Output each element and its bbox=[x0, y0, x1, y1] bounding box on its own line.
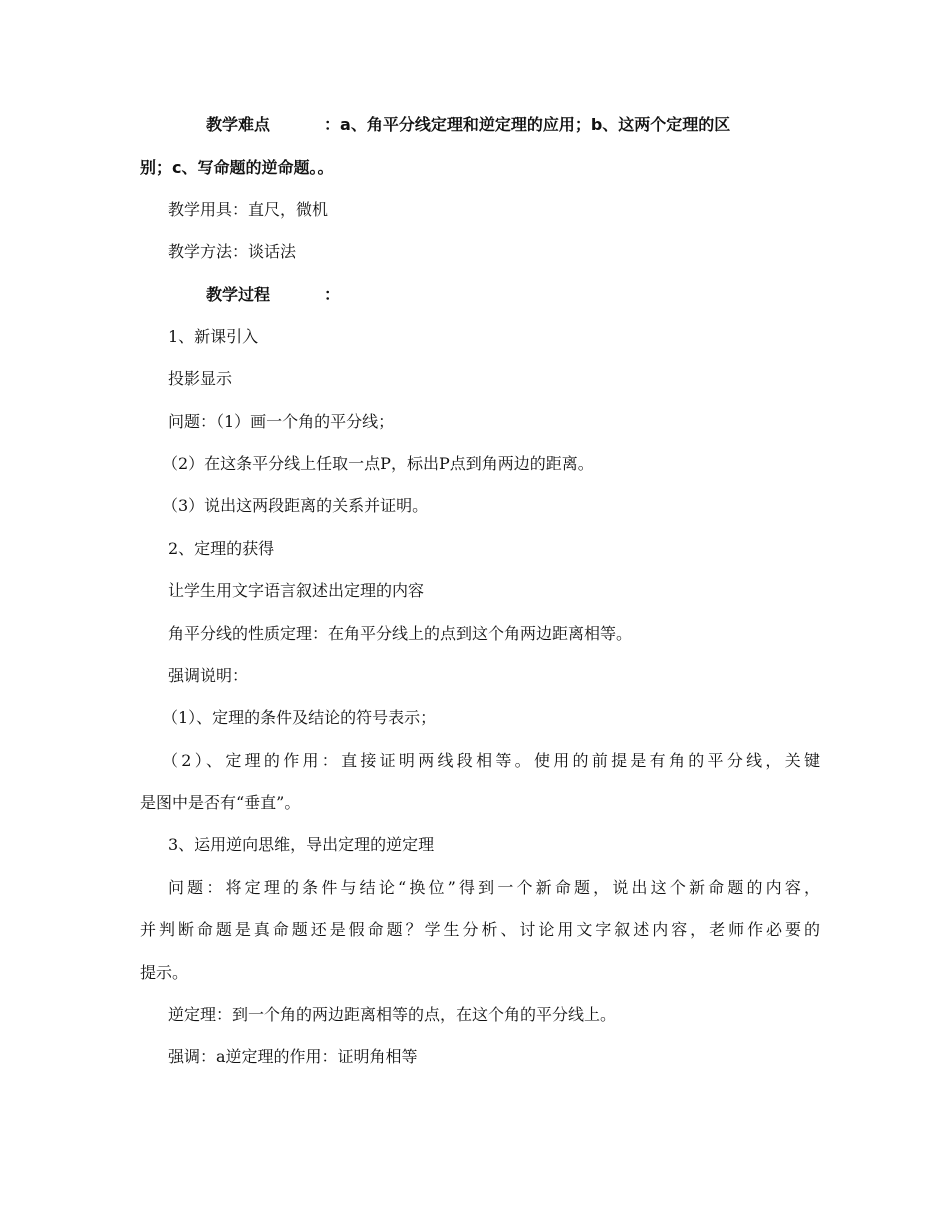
section-3-question: 问题：将定理的条件与结论“换位”得到一个新命题，说出这个新命题的内容， bbox=[168, 878, 820, 897]
section-2-paragraph: 让学生用文字语言叙述出定理的内容 bbox=[168, 581, 425, 600]
section-3-question-continuation: 并判断命题是真命题还是假命题？学生分析、讨论用文字叙述内容，老师作必要的 bbox=[140, 920, 820, 939]
teaching-tools: 教学用具：直尺，微机 bbox=[168, 200, 329, 219]
section-3-emphasis: 强调：a逆定理的作用：证明角相等 bbox=[168, 1047, 418, 1066]
teaching-process-heading bbox=[140, 283, 886, 307]
section-1-projection: 投影显示 bbox=[168, 369, 233, 388]
section-2-emphasis-2-continuation: 是图中是否有“垂直”。 bbox=[140, 793, 301, 812]
section-2-theorem: 角平分线的性质定理：在角平分线上的点到这个角两边距离相等。 bbox=[168, 624, 633, 643]
section-1-question-1: 问题：（1）画一个角的平分线； bbox=[168, 412, 395, 431]
section-3-title: 3、运用逆向思维，导出定理的逆定理 bbox=[168, 835, 435, 854]
teaching-method: 教学方法：谈话法 bbox=[168, 242, 297, 261]
teaching-difficulty-line bbox=[140, 113, 886, 137]
teaching-difficulty-label: 教学难点 bbox=[206, 115, 271, 134]
teaching-difficulty-text: ：a、角平分线定理和逆定理的应用；b、这两个定理的区 bbox=[324, 115, 731, 134]
teaching-process-colon: ： bbox=[324, 285, 341, 304]
section-2-emphasis-2: （2）、定理的作用：直接证明两线段相等。使用的前提是有角的平分线，关键 bbox=[162, 751, 820, 770]
section-2-emphasis-heading: 强调说明： bbox=[168, 666, 249, 685]
section-2-title: 2、定理的获得 bbox=[168, 539, 275, 558]
teaching-process-label: 教学过程 bbox=[206, 285, 271, 304]
section-1-title: 1、新课引入 bbox=[168, 327, 259, 346]
section-3-question-end: 提示。 bbox=[140, 963, 189, 982]
section-2-emphasis-1: （1）、定理的条件及结论的符号表示； bbox=[162, 708, 437, 727]
teaching-difficulty-continuation: 别；c、写命题的逆命题。。 bbox=[140, 158, 334, 177]
section-1-question-2: （2）在这条平分线上任取一点P，标出P点到角两边的距离。 bbox=[162, 454, 594, 473]
section-3-converse-theorem: 逆定理：到一个角的两边距离相等的点，在这个角的平分线上。 bbox=[168, 1005, 617, 1024]
section-1-question-3: （3）说出这两段距离的关系并证明。 bbox=[162, 496, 429, 515]
